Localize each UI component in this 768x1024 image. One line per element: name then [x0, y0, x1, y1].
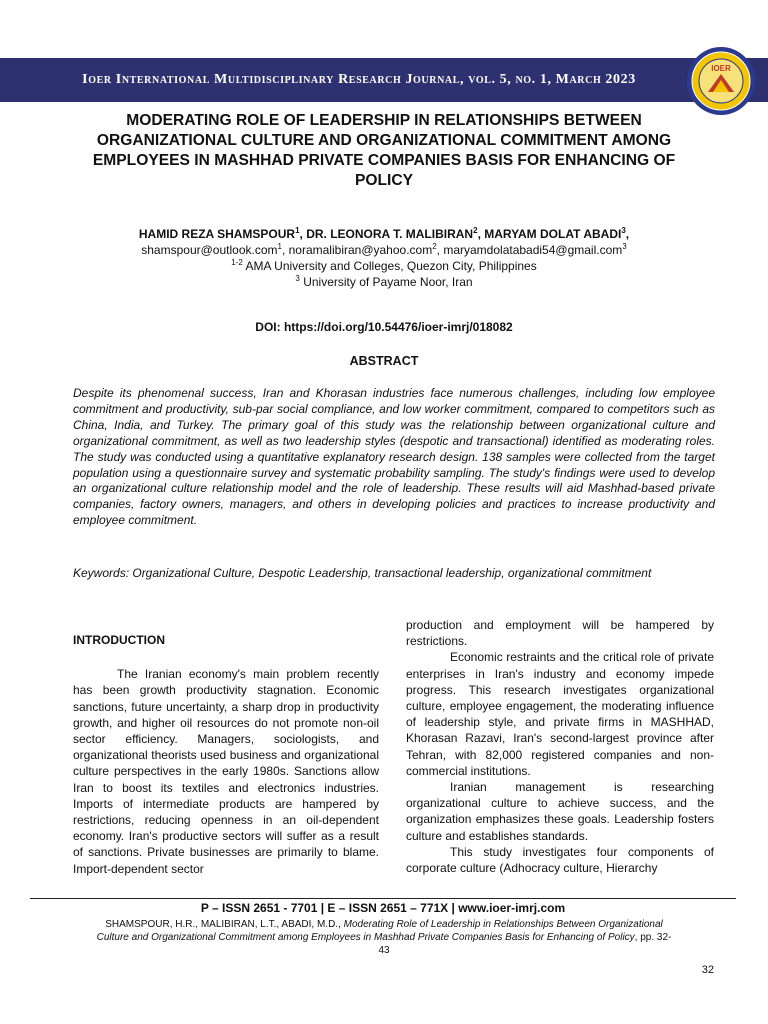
keywords: Keywords: Organizational Culture, Despotic Leadership, transactional leadership, organizational commitment [73, 566, 652, 580]
affiliation-1-mark: 1-2 [231, 258, 243, 267]
author-1: HAMID REZA SHAMSPOUR [138, 227, 296, 241]
intro-paragraph-2: Economic restraints and the critical role of private enterprises in Iran's industry and economy impede progress. This research investigates organizational culture, employee engagement, the moderating influence of leadership style, and private firms in MASHHAD, Khorasan Razavi, Iran's second-largest province after Tehran, with 82,000 registered companies and non-commercial institutions. [406, 650, 714, 778]
footer-divider [30, 898, 736, 899]
journal-banner-title: Ioer International Multidisciplinary Research Journal, vol. 5, no. 1, March 2023 [82, 72, 636, 87]
intro-paragraph-3: Iranian management is researching organizational culture to achieve success, and the organization emphasizes these goals. Leadership fosters culture and establishes standards. [406, 780, 714, 843]
left-column [73, 632, 379, 877]
citation [95, 918, 673, 957]
author-trailing-comma: , [625, 227, 630, 241]
author-1-mark: 1 [295, 226, 300, 235]
citation-title: Moderating Role of Leadership in Relationships Between Organizational Culture and Organizational Commitment among Employees in Mashhad Private Companies Basis for Enhancing of Policy [96, 919, 663, 943]
email-2: , noramalibiran@yahoo.com [281, 243, 433, 257]
intro-paragraph-4: This study investigates four components of corporate culture (Adhocracy culture, Hierarchy [406, 844, 714, 876]
email-3: , maryamdolatabadi54@gmail.com [436, 243, 623, 257]
logo-wordmark: IOER [711, 64, 731, 73]
citation-pages: , pp. 32-43 [378, 932, 672, 956]
email-1-mark: 1 [277, 242, 282, 251]
affiliation-1 [60, 258, 708, 274]
affiliation-1-text: AMA University and Colleges, Quezon City, Philippines [242, 259, 537, 273]
email-1: shamspour@outlook.com [141, 243, 278, 257]
author-2-mark: 2 [473, 226, 478, 235]
journal-logo [686, 46, 756, 116]
abstract-heading: ABSTRACT [349, 354, 419, 368]
page-number: 32 [701, 964, 714, 976]
citation-authors: SHAMSPOUR, H.R., MALIBIRAN, L.T., ABADI, M.D., [105, 919, 344, 930]
author-emails [60, 242, 708, 258]
email-3-mark: 3 [622, 242, 627, 251]
introduction-heading: INTRODUCTION [73, 633, 165, 647]
intro-paragraph-continued: production and employment will be hampered by restrictions. [406, 618, 714, 649]
affiliation-2-mark: 3 [295, 274, 300, 283]
author-2: , DR. LEONORA T. MALIBIRAN [299, 227, 474, 241]
intro-paragraph-1: The Iranian economy's main problem recently has been growth productivity stagnation. Economic sanctions, future uncertainty, a sharp drop in productivity growth, and higher oil resources do not promote non-oil sector efficiency. Managers, sociologists, and organizational theorists used business and organizational culture perspectives in the early 1980s. Sanctions allow Iran to boost its textiles and electronics industries. Imports of intermediate products are hampered by restrictions, reducing openness in an oil-dependent economy. Iran's productive sectors will suffer as a result of sanctions. Private businesses are primarily to blame. Import-dependent sector [73, 667, 379, 876]
email-2-mark: 2 [432, 242, 437, 251]
author-names [60, 226, 708, 242]
affiliation-2 [60, 274, 708, 290]
journal-banner [0, 58, 768, 102]
paper-title: MODERATING ROLE OF LEADERSHIP IN RELATIONSHIPS BETWEEN ORGANIZATIONAL CULTURE AND ORGANIZATIONAL COMMITMENT AMONG EMPLOYEES IN MASHHAD PRIVATE COMPANIES BASIS FOR ENHANCING OF POLICY [92, 112, 676, 189]
right-column [406, 617, 714, 876]
author-3: , MARYAM DOLAT ABADI [477, 227, 622, 241]
abstract-body: Despite its phenomenal success, Iran and Khorasan industries face numerous challenges, including low employee commitment and productivity, sub-par social compliance, and low worker commitment, compared to competitors such as China, India, and Turkey. The primary goal of this study was the relationship between organizational culture and organizational commitment, as well as two leadership styles (despotic and transactional) identified as moderating roles. The study was conducted using a quantitative explanatory research design. 138 samples were collected from the target population using a questionnaire survey and systematic probability sampling. The study's findings were used to develop an organizational culture relationship model and the role of leadership. These results will aid Mashhad-based private companies, factory owners, managers, and others in developing policies and practices to increase productivity and employee commitment. [73, 386, 715, 528]
author-3-mark: 3 [621, 226, 626, 235]
doi-line: DOI: https://doi.org/10.54476/ioer-imrj/018082 [255, 320, 513, 334]
issn-line: P – ISSN 2651 - 7701 | E – ISSN 2651 – 771X | www.ioer-imrj.com [200, 901, 566, 915]
author-block [60, 226, 708, 290]
affiliation-2-text: University of Payame Noor, Iran [299, 275, 473, 289]
